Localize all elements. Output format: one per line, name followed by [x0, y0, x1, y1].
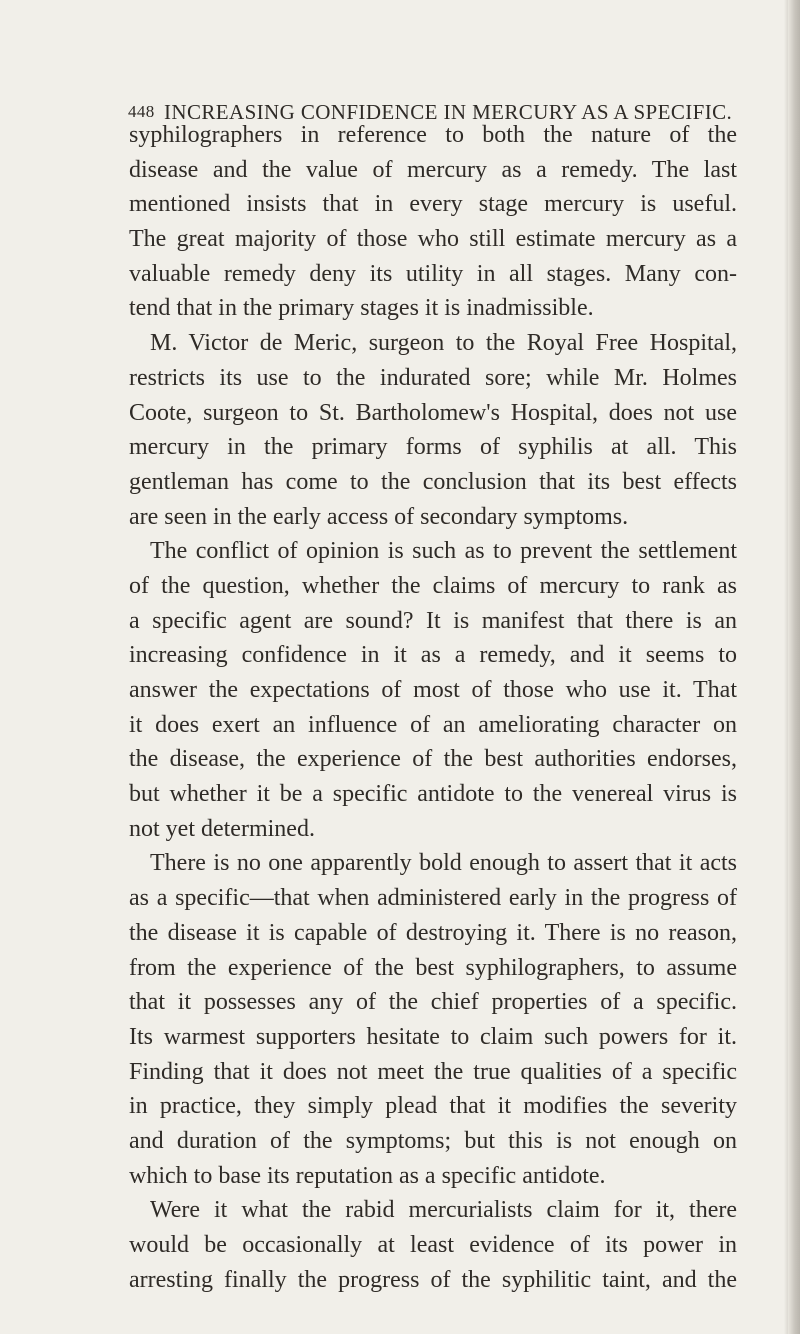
text-line: it does exert an influence of an ameliorating character on: [129, 711, 737, 738]
text-line: arresting finally the progress of the syphilitic taint, and the: [129, 1266, 737, 1293]
paragraph-start-line: Were it what the rabid mercurialists claim for it, there: [150, 1197, 737, 1224]
text-line: disease and the value of mercury as a remedy. The last: [129, 156, 737, 183]
text-line: would be occasionally at least evidence of its power in: [129, 1232, 737, 1258]
text-line: answer the expectations of most of those who use it. That: [129, 677, 737, 703]
text-line: syphilographers in reference to both the nature of the: [129, 122, 737, 148]
running-title: INCREASING CONFIDENCE IN MERCURY AS A SPECIFIC.: [164, 100, 733, 124]
text-line: the disease it is capable of destroying it. There is no reason,: [129, 919, 737, 946]
text-line: that it possesses any of the chief properties of a specific.: [129, 989, 737, 1016]
text-line: and duration of the symptoms; but this is not enough on: [129, 1127, 737, 1154]
text-line: valuable remedy deny its utility in all stages. Many con-: [129, 260, 737, 287]
text-line: mentioned insists that in every stage mercury is useful.: [129, 191, 737, 218]
text-line: tend that in the primary stages it is inadmissible.: [129, 295, 594, 322]
text-line: from the experience of the best syphilographers, to assume: [129, 954, 737, 981]
text-line: not yet determined.: [129, 815, 315, 842]
binding-shadow: [788, 0, 800, 1334]
text-line: which to base its reputation as a specific antidote.: [129, 1162, 606, 1189]
text-line: of the question, whether the claims of mercury to rank as: [129, 572, 737, 599]
text-line: increasing confidence in it as a remedy, and it seems to: [129, 642, 737, 669]
text-line: Its warmest supporters hesitate to claim such powers for it.: [129, 1023, 737, 1050]
text-line: restricts its use to the indurated sore; while Mr. Holmes: [129, 364, 737, 391]
body-text: [129, 118, 737, 1297]
paragraph-start-line: M. Victor de Meric, surgeon to the Royal Free Hospital,: [150, 330, 737, 357]
text-line: but whether it be a specific antidote to the venereal virus is: [129, 781, 737, 808]
page-number: 448: [128, 102, 155, 121]
text-line: Finding that it does not meet the true qualities of a specific: [129, 1058, 737, 1085]
text-line: a specific agent are sound? It is manifest that there is an: [129, 607, 737, 634]
paragraph-start-line: The conflict of opinion is such as to prevent the settlement: [150, 538, 737, 565]
text-line: in practice, they simply plead that it modifies the severity: [129, 1093, 737, 1120]
text-line: as a specific—that when administered early in the progress of: [129, 885, 737, 912]
paragraph-start-line: There is no one apparently bold enough to assert that it acts: [150, 850, 737, 877]
text-line: mercury in the primary forms of syphilis at all. This: [129, 434, 737, 461]
text-line: gentleman has come to the conclusion that its best effects: [129, 468, 737, 495]
text-line: The great majority of those who still estimate mercury as a: [129, 226, 737, 253]
text-line: the disease, the experience of the best authorities endorses,: [129, 746, 737, 773]
text-line: are seen in the early access of secondary symptoms.: [129, 503, 629, 530]
text-line: Coote, surgeon to St. Bartholomew's Hospital, does not use: [129, 399, 737, 426]
